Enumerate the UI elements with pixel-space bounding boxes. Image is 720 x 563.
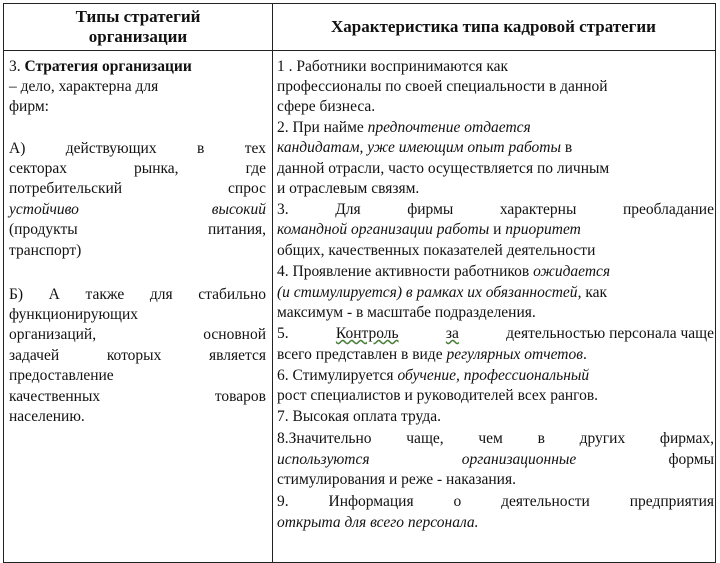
right-line-3b: командной организации работы и приоритет [277, 221, 581, 238]
left-line-a1: А) действующих в тех [9, 140, 266, 157]
right-line-2c: данной отрасли, часто осуществляется по личным [277, 160, 610, 177]
left-line-a2: секторах рынка, где [9, 160, 266, 177]
left-line: фирм: [9, 98, 49, 115]
right-line-8a: 8.Значительно чаще, чем в других фирмах, [277, 430, 714, 447]
right-line-2d: и отраслевым связям. [277, 180, 420, 197]
right-line-3a: 3. Для фирмы характерны преобладание [277, 201, 714, 218]
right-line-1b: профессионалы по своей специальности в данной [277, 78, 608, 95]
strategy-table [3, 3, 716, 563]
left-title: 3. Стратегия организации [9, 58, 192, 75]
left-line-b3: организаций, основной [9, 326, 266, 343]
right-line-1c: сфере бизнеса. [277, 98, 376, 115]
left-line-b1: Б) А также для стабильно [9, 286, 266, 303]
header-left [4, 4, 272, 50]
right-line-2a: 2. При найме предпочтение отдается [277, 119, 531, 136]
right-line-6b: рост специалистов и руководителей всех рангов. [277, 387, 599, 404]
column-divider [272, 4, 273, 562]
left-line-b7: населению. [9, 408, 85, 425]
right-line-5a: 5. Контроль за деятельностью персонала чаще [277, 325, 714, 342]
right-line-8b: используются организационные формы [277, 451, 714, 468]
right-line-3c: общих, качественных показателей деятельности [277, 242, 596, 259]
left-line-a4: устойчиво высокий [9, 201, 266, 218]
right-line-9b: открыта для всего персонала. [277, 514, 479, 531]
header-divider [4, 50, 715, 51]
left-line-a6: транспорт) [9, 242, 82, 259]
right-line-4b: (и стимулируется) в рамках их обязанностей, как [277, 284, 608, 301]
left-line-b5: предоставление [9, 367, 114, 384]
left-line: – дело, характерна для [9, 78, 159, 95]
header-left-line1: Типы стратегий [75, 7, 201, 26]
header-right [272, 4, 715, 50]
left-line-a5: (продукты питания, [9, 221, 266, 238]
right-line-4a: 4. Проявление активности работников ожидается [277, 263, 611, 280]
left-line-b6: качественных товаров [9, 388, 266, 405]
right-line-7: 7. Высокая оплата труда. [277, 408, 441, 425]
left-line-a3: потребительский спрос [9, 180, 266, 197]
header-right-text: Характеристика типа кадровой стратегии [331, 17, 656, 36]
right-line-9a: 9. Информация о деятельности предприятия [277, 493, 714, 510]
right-line-1a: 1 . Работники воспринимаются как [277, 58, 509, 75]
right-line-8c: стимулирования и реже - наказания. [277, 471, 516, 488]
header-left-line2: организации [88, 27, 188, 46]
right-line-6a: 6. Стимулируется обучение, профессиональный [277, 367, 590, 384]
right-line-2b: кандидатам, уже имеющим опыт работы в [277, 139, 573, 156]
right-line-5b: всего представлен в виде регулярных отчетов. [277, 346, 587, 363]
right-line-4c: максимум - в масштабе подразделения. [277, 304, 536, 321]
left-line-b2: функционирующих [9, 306, 139, 323]
left-line-b4: задачей которых является [9, 347, 266, 364]
